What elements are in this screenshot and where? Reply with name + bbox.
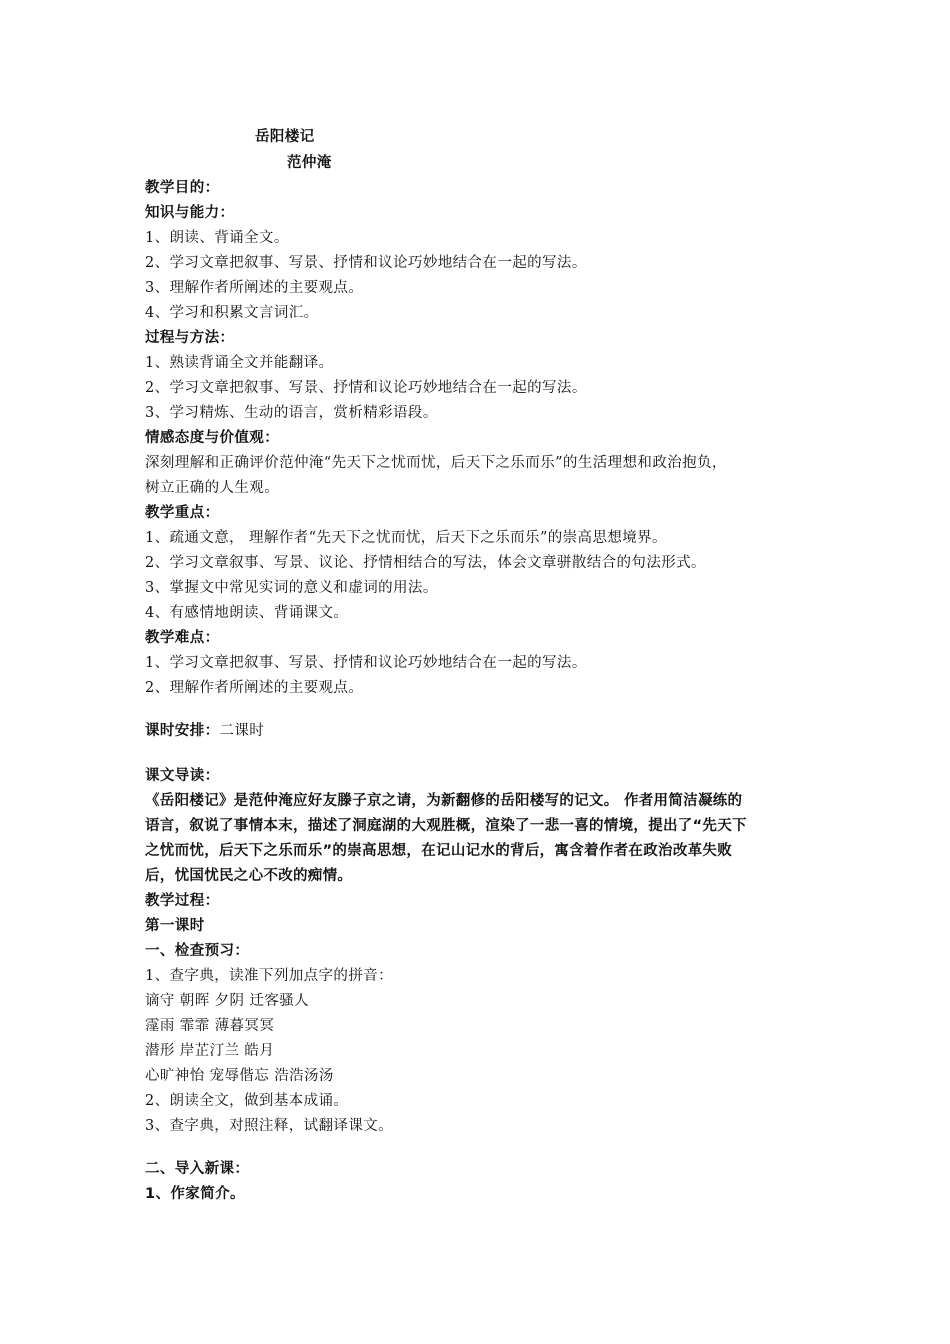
preview-item: 心旷神怡 宠辱偕忘 浩浩汤汤 <box>145 1068 334 1084</box>
values-line: 深刻理解和正确评价范仲淹“先天下之忧而忧，后天下之乐而乐”的生活理想和政治抱负， <box>145 455 727 471</box>
schedule-line <box>145 722 264 740</box>
key-item: 2、学习文章叙事、写景、议论、抒情相结合的写法，体会文章骈散结合的句法形式。 <box>145 555 706 571</box>
preview-item: 2、朗读全文，做到基本成诵。 <box>145 1093 349 1109</box>
difficult-item: 2、理解作者所阐述的主要观点。 <box>145 680 364 696</box>
doc-author: 范仲淹 <box>287 155 332 171</box>
preview-item: 3、查字典，对照注释，试翻译课文。 <box>145 1118 394 1134</box>
schedule-value: 二课时 <box>219 723 265 739</box>
guide-line: 语言，叙说了事情本末，描述了洞庭湖的大观胜概，渲染了一悲一喜的情境，提出了“先天下 <box>145 818 747 834</box>
knowledge-item: 1、朗读、背诵全文。 <box>145 230 289 246</box>
knowledge-item: 2、学习文章把叙事、写景、抒情和议论巧妙地结合在一起的写法。 <box>145 255 587 271</box>
lesson-one-heading: 第一课时 <box>145 918 205 934</box>
key-heading: 教学重点： <box>145 505 220 521</box>
preview-item: 谪守 朝晖 夕阴 迁客骚人 <box>145 993 310 1009</box>
knowledge-heading: 知识与能力： <box>145 205 235 221</box>
goals-heading: 教学目的： <box>145 180 220 196</box>
values-line: 树立正确的人生观。 <box>145 480 280 496</box>
process-title: 教学过程： <box>145 893 220 909</box>
schedule-label: 课时安排： <box>145 723 220 739</box>
guide-line: 之忧而忧，后天下之乐而乐”的崇高思想，在记山记水的背后，寓含着作者在政治改革失败 <box>145 843 733 859</box>
knowledge-item: 4、学习和积累文言词汇。 <box>145 305 319 321</box>
process-heading: 过程与方法： <box>145 330 235 346</box>
intro-item: 1、作家简介。 <box>145 1186 245 1202</box>
guide-line: 后，忧国忧民之心不改的痴情。 <box>145 868 353 884</box>
values-heading: 情感态度与价值观： <box>145 430 280 446</box>
difficult-heading: 教学难点： <box>145 630 220 646</box>
intro-heading: 二、导入新课： <box>145 1161 250 1177</box>
preview-item: 潜形 岸芷汀兰 皓月 <box>145 1043 275 1059</box>
preview-heading: 一、检查预习： <box>145 943 250 959</box>
process-item: 2、学习文章把叙事、写景、抒情和议论巧妙地结合在一起的写法。 <box>145 380 587 396</box>
preview-item: 1、查字典，读准下列加点字的拼音： <box>145 968 394 984</box>
process-item: 3、学习精炼、生动的语言，赏析精彩语段。 <box>145 405 438 421</box>
guide-heading: 课文导读： <box>145 768 220 784</box>
guide-line: 《岳阳楼记》是范仲淹应好友滕子京之请，为新翻修的岳阳楼写的记文。 作者用简洁凝练的 <box>145 793 743 809</box>
knowledge-item: 3、理解作者所阐述的主要观点。 <box>145 280 364 296</box>
key-item: 1、疏通文意， 理解作者“先天下之忧而忧，后天下之乐而乐”的崇高思想境界。 <box>145 530 667 546</box>
process-item: 1、熟读背诵全文并能翻译。 <box>145 355 334 371</box>
key-item: 3、掌握文中常见实词的意义和虚词的用法。 <box>145 580 438 596</box>
doc-title: 岳阳楼记 <box>255 129 315 145</box>
difficult-item: 1、学习文章把叙事、写景、抒情和议论巧妙地结合在一起的写法。 <box>145 655 587 671</box>
preview-item: 霪雨 霏霏 薄暮冥冥 <box>145 1018 275 1034</box>
key-item: 4、有感情地朗读、背诵课文。 <box>145 605 349 621</box>
